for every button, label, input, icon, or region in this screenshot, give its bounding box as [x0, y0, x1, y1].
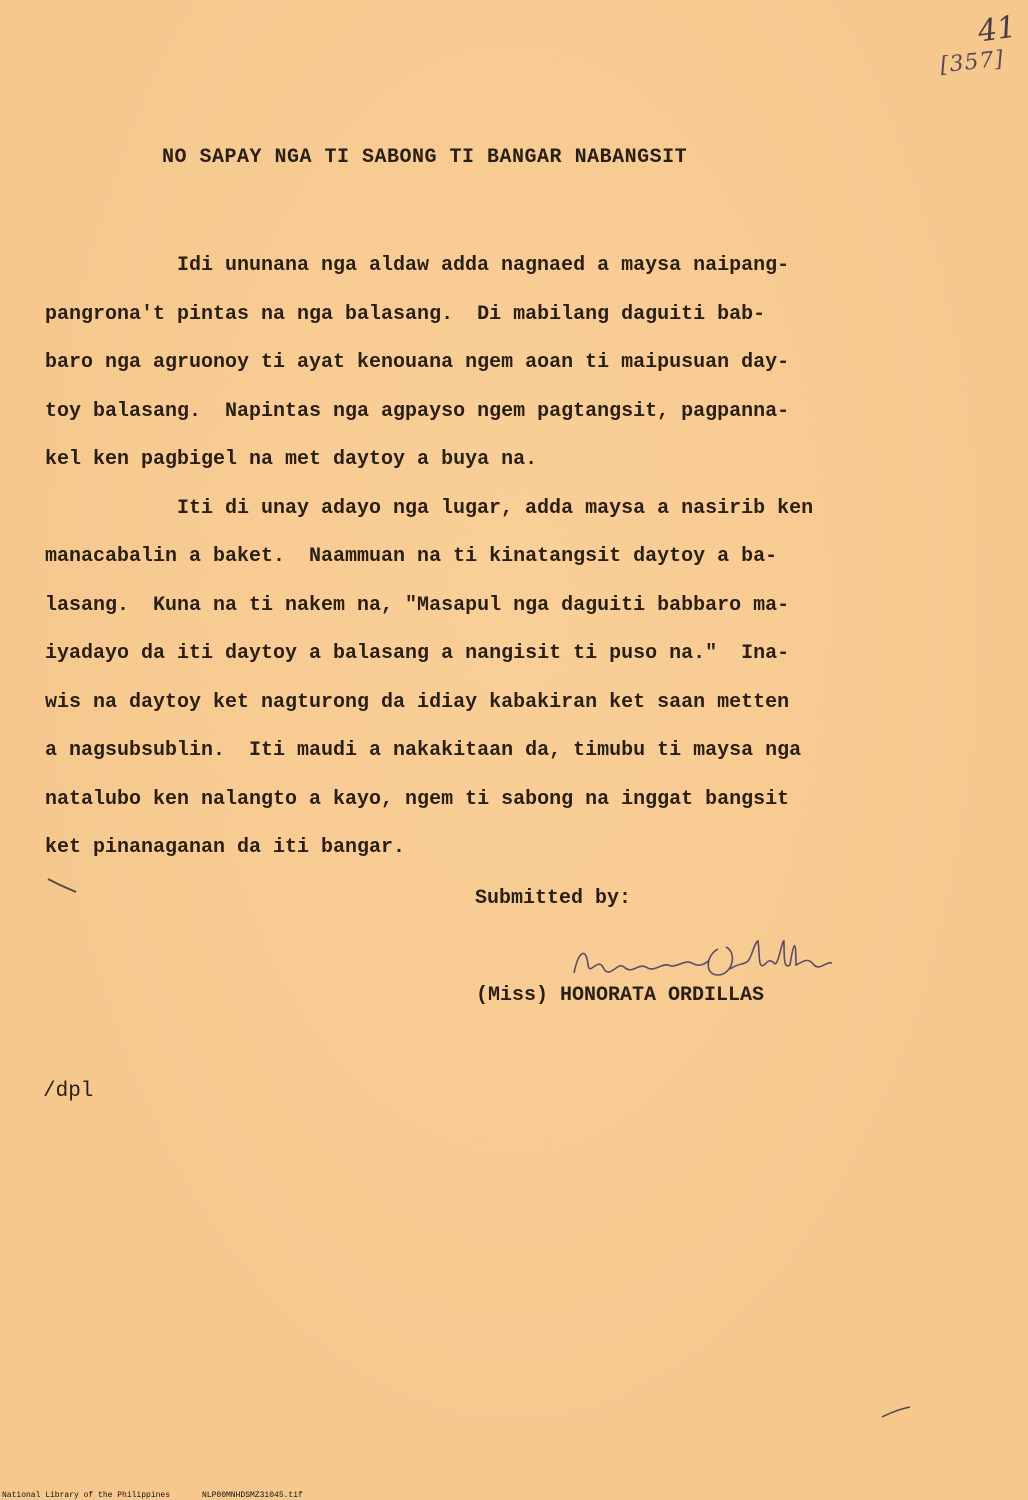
document-body: [45, 242, 955, 873]
paragraph-2-line: wis na daytoy ket nagturong da idiay kabakiran ket saan metten: [45, 690, 790, 714]
paragraph-1-line: toy balasang. Napintas nga agpayso ngem pagtangsit, pagpanna-: [45, 399, 790, 423]
paragraph-2-line: iyadayo da iti daytoy a balasang a nangisit ti puso na." Ina-: [45, 642, 790, 665]
signature-image: [568, 935, 838, 985]
library-credit: National Library of the Philippines: [2, 1491, 171, 1500]
file-name: NLP00MNHDSMZ31045.tif: [202, 1491, 303, 1500]
paragraph-2-line: Iti di unay adayo nga lugar, adda maysa a nasirib ken: [177, 496, 814, 520]
pencil-mark-icon: [46, 876, 80, 894]
paragraph-1-line: kel ken pagbigel na met daytoy a buya na.: [45, 448, 538, 471]
paragraph-2-line: ket pinanaganan da iti bangar.: [45, 836, 406, 859]
paragraph-2-line: a nagsubsublin. Iti maudi a nakakitaan da, timubu ti maysa nga: [45, 739, 802, 762]
document-title: NO SAPAY NGA TI SABONG TI BANGAR NABANGSIT: [162, 146, 688, 169]
paragraph-1-line: Idi ununana nga aldaw adda nagnaed a maysa naipang-: [177, 254, 790, 277]
paragraph-1-line: baro nga agruonoy ti ayat kenouana ngem aoan ti maipusuan day-: [45, 351, 790, 374]
pencil-mark-icon: [880, 1405, 912, 1419]
submitted-by-label: Submitted by:: [475, 887, 632, 910]
typist-initials: /dpl: [43, 1080, 94, 1103]
paragraph-2-line: manacabalin a baket. Naammuan na ti kinatangsit daytoy a ba-: [45, 545, 778, 568]
paragraph-1-line: pangrona't pintas na nga balasang. Di mabilang daguiti bab-: [45, 302, 766, 326]
archive-number: [357]: [938, 46, 1006, 79]
paragraph-2-line: lasang. Kuna na ti nakem na, "Masapul nga daguiti babbaro ma-: [45, 593, 790, 617]
page-number: 41: [975, 9, 1019, 50]
signer-name: (Miss) HONORATA ORDILLAS: [476, 984, 765, 1007]
paragraph-2-line: natalubo ken nalangto a kayo, ngem ti sabong na inggat bangsit: [45, 787, 790, 811]
scan-footer: [0, 1491, 1028, 1500]
